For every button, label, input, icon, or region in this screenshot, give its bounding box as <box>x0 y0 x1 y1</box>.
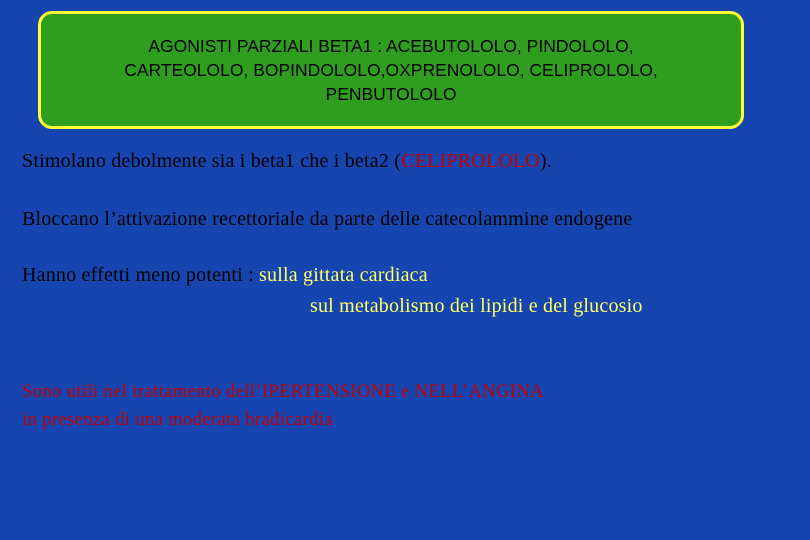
effetti-item-1: sulla gittata cardiaca <box>259 264 428 286</box>
title-line-2: CARTEOLOLO, BOPINDOLOLO,OXPRENOLOLO, CELIPROLOLO, <box>124 60 658 80</box>
effetti-item-2: sul metabolismo dei lipidi e del glucosio <box>310 295 643 317</box>
stimolano-suffix: ). <box>539 150 553 172</box>
bloccano-line: Bloccano l’attivazione recettoriale da parte delle catecolammine endogene <box>22 208 633 230</box>
celiprololo-highlight: CELIPROLOLO <box>401 150 540 172</box>
title-box <box>38 11 744 129</box>
stimolano-line <box>22 150 552 173</box>
stimolano-text: Stimolano debolmente sia i beta1 che i beta2 ( <box>22 150 402 172</box>
title-line-1: AGONISTI PARZIALI BETA1 : ACEBUTOLOLO, PINDOLOLO, <box>148 36 634 56</box>
effetti-line <box>22 264 428 287</box>
note-line-1: Sono utili nel trattamento dell’IPERTENSIONE e NELL’ANGINA <box>22 382 544 402</box>
title-line-3: PENBUTOLOLO <box>325 84 457 104</box>
note-line-2: in presenza di una moderata bradicardia <box>22 410 333 430</box>
effetti-text: Hanno effetti meno potenti : <box>22 264 260 286</box>
